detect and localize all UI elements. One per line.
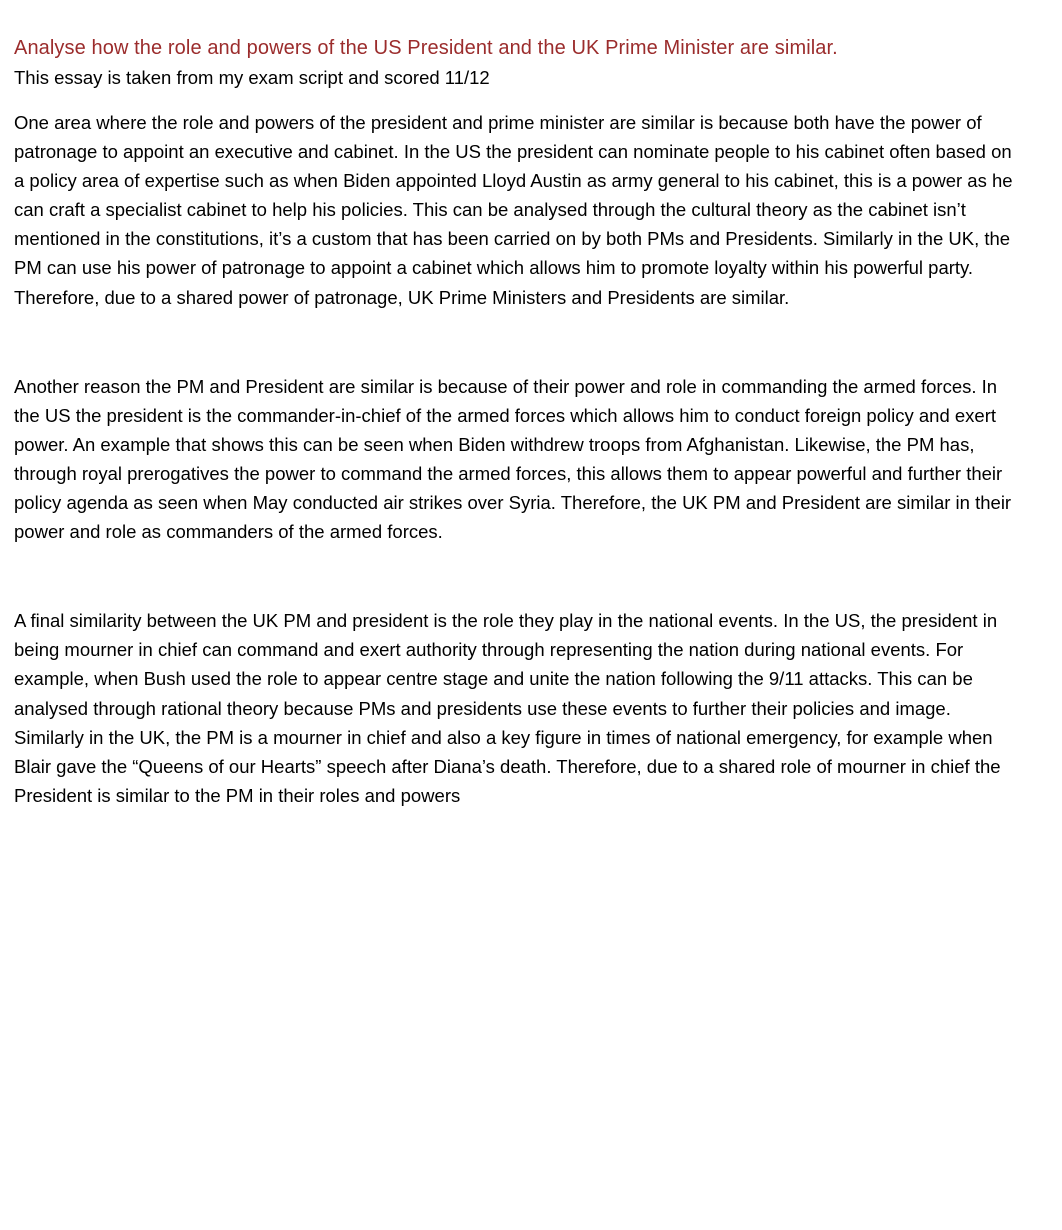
essay-paragraph-3: A final similarity between the UK PM and president is the role they play in the national events. In the US, the president in being mourner in chief can command and exert authority through representing the nation during national events. For example, when Bush used the role to appear centre stage and unite the nation following the 9/11 attacks. This can be analysed through rational theory because PMs and presidents use these events to further their policies and image. Similarly in the UK, the PM is a mourner in chief and also a key figure in times of national emergency, for example when Blair gave the “Queens of our Hearts” speech after Diana’s death. Therefore, due to a shared role of mourner in chief the President is similar to the PM in their roles and powers xyxy=(14,610,1001,806)
essay-subtitle: This essay is taken from my exam script and scored 11/12 xyxy=(14,67,490,88)
essay-paragraph-1: One area where the role and powers of the president and prime minister are similar is because both have the power of patronage to appoint an executive and cabinet. In the US the president can nominate people to his cabinet often based on a policy area of expertise such as when Biden appointed Lloyd Austin as army general to his cabinet, this is a power as he can craft a specialist cabinet to help his policies. This can be analysed through the cultural theory as the cabinet isn’t mentioned in the constitutions, it’s a custom that has been carried on by both PMs and Presidents. Similarly in the UK, the PM can use his power of patronage to appoint a cabinet which allows him to promote loyalty within his powerful party. Therefore, due to a shared power of patronage, UK Prime Ministers and Presidents are similar. xyxy=(14,112,1013,308)
essay-title: Analyse how the role and powers of the US President and the UK Prime Minister are similar. xyxy=(14,37,838,59)
essay-paragraph-2: Another reason the PM and President are similar is because of their power and role in commanding the armed forces. In the US the president is the commander-in-chief of the armed forces which allows him to conduct foreign policy and exert power. An example that shows this can be seen when Biden withdrew troops from Afghanistan. Likewise, the PM has, through royal prerogatives the power to command the armed forces, this allows them to appear powerful and further their policy agenda as seen when May conducted air strikes over Syria. Therefore, the UK PM and President are similar in their power and role as commanders of the armed forces. xyxy=(14,375,1012,543)
essay-document xyxy=(14,34,1014,810)
